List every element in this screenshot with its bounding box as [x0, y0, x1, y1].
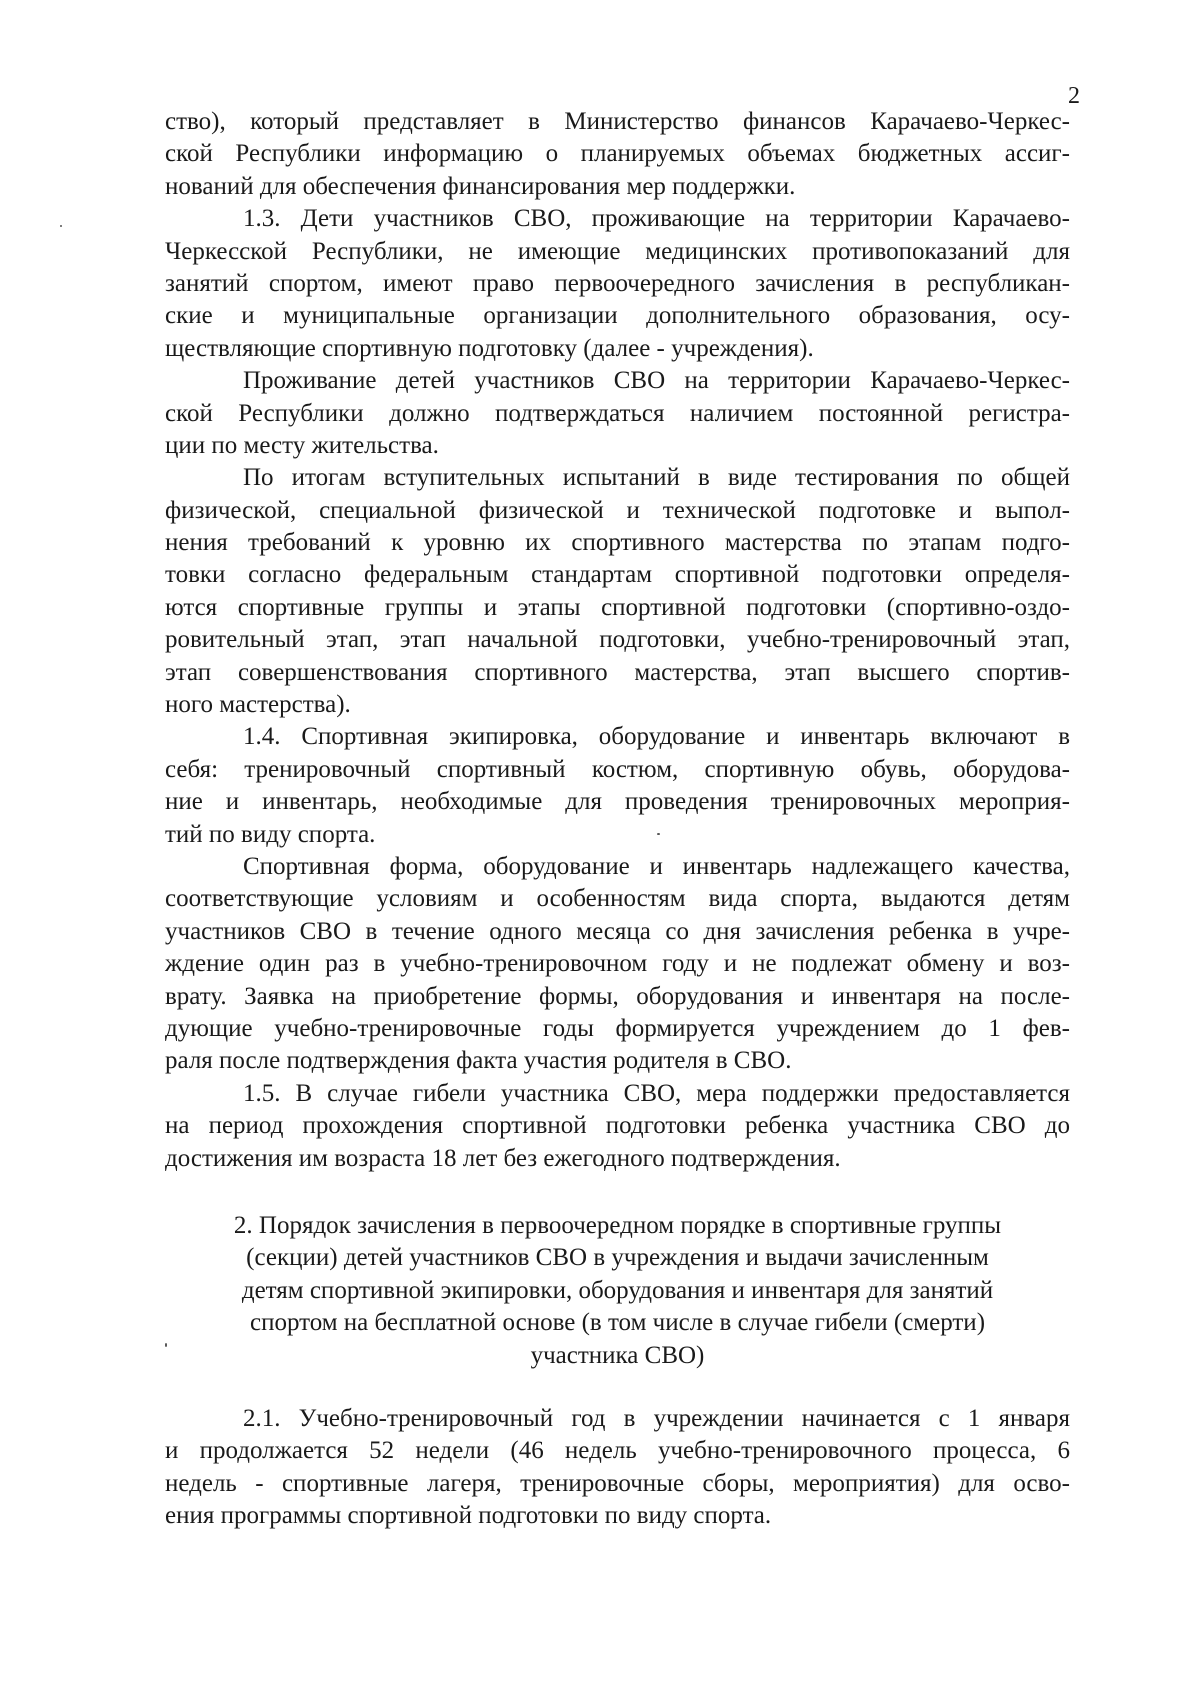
body-text-part1: [165, 106, 1070, 1175]
text-line: 2.1. Учебно-тренировочный год в учреждении начинается с 1 января: [243, 1405, 1070, 1432]
page-number: 2: [1068, 83, 1080, 109]
text-line: ские и муниципальные организации дополнительного образования, осу-: [165, 302, 1070, 330]
text-line: занятий спортом, имеют право первоочередного зачисления в республикан-: [165, 269, 1070, 297]
text-line: Черкесской Республики, не имеющие медицинских противопоказаний для: [165, 237, 1070, 265]
text-line: ществляющие спортивную подготовку (далее - учреждения).: [165, 334, 814, 362]
text-line: товки согласно федеральным стандартам спортивной подготовки определя-: [165, 561, 1070, 589]
text-line: Проживание детей участников СВО на территории Карачаево-Черкес-: [243, 367, 1070, 395]
text-line: на период прохождения спортивной подготовки ребенка участника СВО до: [165, 1112, 1070, 1140]
text-line: врату. Заявка на приобретение формы, оборудования и инвентаря на после-: [165, 982, 1070, 1010]
text-line: ние и инвентарь, необходимые для проведения тренировочных мероприя-: [165, 788, 1070, 816]
scan-speck: [165, 1343, 167, 1347]
text-line: По итогам вступительных испытаний в виде тестирования по общей: [243, 464, 1070, 492]
text-line: тий по виду спорта.: [165, 820, 376, 848]
text-line: ждение один раз в учебно-тренировочном году и не подлежат обмену и воз-: [165, 950, 1070, 978]
heading-line: детям спортивной экипировки, оборудования и инвентаря для занятий: [241, 1276, 994, 1304]
text-line: дующие учебно-тренировочные годы формируется учреждением до 1 фев-: [165, 1014, 1070, 1042]
heading-line: спортом на бесплатной основе (в том числе в случае гибели (смерти): [249, 1309, 986, 1337]
text-line: физической, специальной физической и технической подготовке и выпол-: [165, 496, 1070, 524]
text-line: нения требований к уровню их спортивного мастерства по этапам подго-: [165, 529, 1070, 557]
text-line: достижения им возраста 18 лет без ежегодного подтверждения.: [165, 1144, 841, 1172]
heading-line: (секции) детей участников СВО в учреждения и выдачи зачисленным: [246, 1244, 989, 1272]
scan-speck: [657, 833, 660, 835]
text-line: 1.3. Дети участников СВО, проживающие на территории Карачаево-: [243, 205, 1070, 233]
text-line: 1.5. В случае гибели участника СВО, мера поддержки предоставляется: [243, 1079, 1070, 1107]
text-line: нований для обеспечения финансирования мер поддержки.: [165, 172, 796, 200]
section-2-heading: [165, 1210, 1070, 1372]
text-line: ской Республики должно подтверждаться наличием постоянной регистра-: [165, 399, 1070, 427]
text-line: ются спортивные группы и этапы спортивной подготовки (спортивно-оздо-: [165, 593, 1070, 621]
text-line: 1.4. Спортивная экипировка, оборудование и инвентарь включают в: [243, 723, 1070, 751]
text-line: Спортивная форма, оборудование и инвентарь надлежащего качества,: [243, 852, 1070, 880]
scan-speck: [60, 225, 62, 227]
text-line: и продолжается 52 недели (46 недель учебно-тренировочного процесса, 6: [165, 1437, 1070, 1465]
text-line: соответствующие условиям и особенностям вида спорта, выдаются детям: [165, 885, 1070, 913]
text-line: ской Республики информацию о планируемых объемах бюджетных ассиг-: [165, 140, 1070, 168]
text-line: недель - спортивные лагеря, тренировочные сборы, мероприятия) для осво-: [165, 1469, 1070, 1497]
text-line: ство), который представляет в Министерство финансов Карачаево-Черкес-: [165, 108, 1070, 135]
text-line: этап совершенствования спортивного мастерства, этап высшего спортив-: [165, 658, 1070, 686]
text-line: ции по месту жительства.: [165, 431, 439, 459]
text-line: раля после подтверждения факта участия родителя в СВО.: [165, 1047, 792, 1075]
text-line: ровительный этап, этап начальной подготовки, учебно-тренировочный этап,: [165, 626, 1070, 654]
text-line: ного мастерства).: [165, 691, 351, 719]
text-line: участников СВО в течение одного месяца со дня зачисления ребенка в учре-: [165, 917, 1070, 945]
heading-line: участника СВО): [530, 1341, 705, 1369]
body-text-part2: [165, 1403, 1070, 1533]
text-line: ения программы спортивной подготовки по виду спорта.: [165, 1502, 772, 1530]
text-line: себя: тренировочный спортивный костюм, спортивную обувь, оборудова-: [165, 755, 1070, 783]
heading-line: 2. Порядок зачисления в первоочередном порядке в спортивные группы: [233, 1212, 1002, 1239]
